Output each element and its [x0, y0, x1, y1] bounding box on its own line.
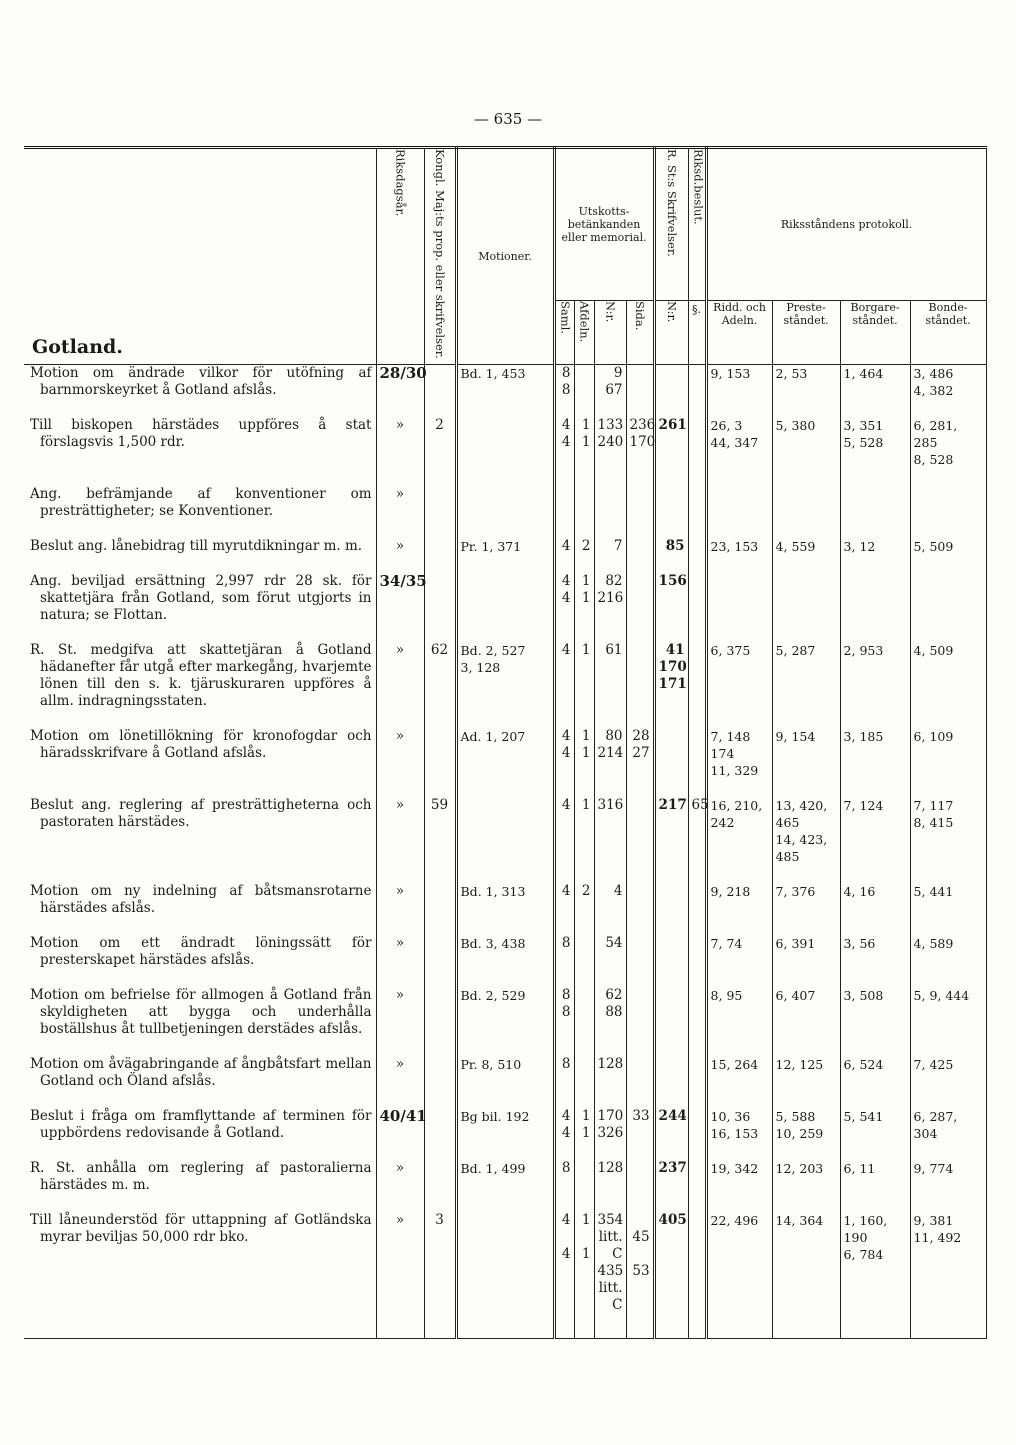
- rsts-nr-cell: 85: [654, 538, 688, 573]
- para-cell: [688, 1108, 706, 1160]
- preste-cell: 5, 380: [772, 417, 840, 486]
- bonde-cell: 3, 486 4, 382: [910, 364, 986, 417]
- preste-cell: 5, 287: [772, 642, 840, 728]
- nr-cell: 9 67: [594, 364, 626, 417]
- sida-cell: 33: [626, 1108, 654, 1160]
- para-cell: [688, 538, 706, 573]
- nr-cell: 354 litt. C 435 litt. C: [594, 1212, 626, 1339]
- bonde-cell: [910, 573, 986, 642]
- ridd-cell: [706, 486, 772, 538]
- table-row: [24, 1056, 986, 1108]
- borgare-cell: 1, 464: [840, 364, 910, 417]
- sida-cell: [626, 987, 654, 1056]
- motion-cell: Ad. 1, 207: [456, 728, 554, 797]
- saml-cell: 8: [554, 1160, 574, 1212]
- preste-cell: 9, 154: [772, 728, 840, 797]
- sub-preste: Preste-ståndet.: [772, 301, 840, 364]
- rsts-nr-cell: [654, 987, 688, 1056]
- para-cell: [688, 987, 706, 1056]
- year-cell: »: [376, 1160, 424, 1212]
- para-cell: [688, 642, 706, 728]
- sida-cell: [626, 364, 654, 417]
- prop-cell: 3: [424, 1212, 456, 1339]
- afdeln-cell: 2: [574, 538, 594, 573]
- bonde-cell: 9, 774: [910, 1160, 986, 1212]
- motion-cell: [456, 486, 554, 538]
- motion-cell: Bd. 1, 313: [456, 883, 554, 935]
- preste-cell: [772, 573, 840, 642]
- para-cell: [688, 1056, 706, 1108]
- register-table: [24, 146, 987, 1339]
- saml-cell: 4: [554, 538, 574, 573]
- prop-cell: [424, 935, 456, 987]
- entry-text: R. St. anhålla om reglering af pastoralierna härstädes m. m.: [24, 1160, 376, 1212]
- entry-text: Motion om lönetillökning för kronofogdar och häradsskrifvare å Gotland afslås.: [24, 728, 376, 797]
- table-row: [24, 364, 986, 417]
- ridd-cell: 8, 95: [706, 987, 772, 1056]
- prop-cell: [424, 1108, 456, 1160]
- rsts-nr-cell: 237: [654, 1160, 688, 1212]
- sida-cell: [626, 1160, 654, 1212]
- year-cell: »: [376, 797, 424, 883]
- sida-cell: [626, 538, 654, 573]
- afdeln-cell: [574, 987, 594, 1056]
- para-cell: [688, 364, 706, 417]
- table-row: [24, 883, 986, 935]
- borgare-cell: 3, 12: [840, 538, 910, 573]
- sub-saml: Saml.: [554, 301, 574, 364]
- para-cell: [688, 883, 706, 935]
- sub-borgare: Borgare-ståndet.: [840, 301, 910, 364]
- rsts-nr-cell: 261: [654, 417, 688, 486]
- motion-cell: Bg bil. 192: [456, 1108, 554, 1160]
- bonde-cell: 6, 281, 285 8, 528: [910, 417, 986, 486]
- borgare-cell: 3, 351 5, 528: [840, 417, 910, 486]
- afdeln-cell: [574, 1056, 594, 1108]
- entry-text: Beslut ang. reglering af presträttigheterna och pastoraten härstädes.: [24, 797, 376, 883]
- sida-cell: [626, 797, 654, 883]
- sida-cell: [626, 486, 654, 538]
- rsts-nr-cell: [654, 364, 688, 417]
- col-riksdagsar: Riksdagsår.: [376, 148, 424, 365]
- preste-cell: 4, 559: [772, 538, 840, 573]
- nr-cell: 170 326: [594, 1108, 626, 1160]
- entry-text: Ang. beviljad ersättning 2,997 rdr 28 sk. för skattetjära från Gotland, som förut utgjorts in natura; se Flottan.: [24, 573, 376, 642]
- preste-cell: [772, 486, 840, 538]
- preste-cell: 7, 376: [772, 883, 840, 935]
- borgare-cell: 6, 524: [840, 1056, 910, 1108]
- col-motioner: Motioner.: [456, 148, 554, 365]
- year-cell: »: [376, 1212, 424, 1339]
- nr-cell: 61: [594, 642, 626, 728]
- nr-cell: 80 214: [594, 728, 626, 797]
- bonde-cell: 6, 109: [910, 728, 986, 797]
- table-row: [24, 935, 986, 987]
- nr-cell: 62 88: [594, 987, 626, 1056]
- nr-cell: 128: [594, 1056, 626, 1108]
- sub-bonde: Bonde-ståndet.: [910, 301, 986, 364]
- preste-cell: 6, 391: [772, 935, 840, 987]
- bonde-cell: 9, 381 11, 492: [910, 1212, 986, 1339]
- year-cell: 34/35: [376, 573, 424, 642]
- rsts-nr-cell: [654, 1056, 688, 1108]
- ridd-cell: 16, 210, 242: [706, 797, 772, 883]
- ridd-cell: 23, 153: [706, 538, 772, 573]
- prop-cell: [424, 364, 456, 417]
- preste-cell: 2, 53: [772, 364, 840, 417]
- saml-cell: [554, 486, 574, 538]
- bonde-cell: [910, 486, 986, 538]
- afdeln-cell: [574, 486, 594, 538]
- year-cell: »: [376, 538, 424, 573]
- sida-cell: [626, 642, 654, 728]
- sida-cell: 28 27: [626, 728, 654, 797]
- saml-cell: 4: [554, 797, 574, 883]
- ridd-cell: 7, 74: [706, 935, 772, 987]
- sida-cell: 45 53: [626, 1212, 654, 1339]
- ridd-cell: 7, 148 174 11, 329: [706, 728, 772, 797]
- prop-cell: 2: [424, 417, 456, 486]
- afdeln-cell: 1: [574, 642, 594, 728]
- table-row: [24, 1160, 986, 1212]
- entry-text: Beslut i fråga om framflyttande af terminen för uppbördens redovisande å Gotland.: [24, 1108, 376, 1160]
- sub-para: §.: [688, 301, 706, 364]
- prop-cell: [424, 486, 456, 538]
- prop-cell: [424, 728, 456, 797]
- motion-cell: [456, 417, 554, 486]
- table-row: [24, 1108, 986, 1160]
- saml-cell: 4 4: [554, 1212, 574, 1339]
- prop-cell: [424, 883, 456, 935]
- prop-cell: [424, 987, 456, 1056]
- entry-text: Motion om åvägabringande af ångbåtsfart mellan Gotland och Öland afslås.: [24, 1056, 376, 1108]
- borgare-cell: 1, 160, 190 6, 784: [840, 1212, 910, 1339]
- table-row: [24, 538, 986, 573]
- entry-text: Motion om ändrade vilkor för utöfning af barnmorskeyrket å Gotland afslås.: [24, 364, 376, 417]
- table-row: [24, 797, 986, 883]
- entry-text: Ang. befrämjande af konventioner om presträttigheter; se Konventioner.: [24, 486, 376, 538]
- saml-cell: 4: [554, 883, 574, 935]
- para-cell: [688, 935, 706, 987]
- prop-cell: [424, 1160, 456, 1212]
- bonde-cell: 7, 117 8, 415: [910, 797, 986, 883]
- ridd-cell: [706, 573, 772, 642]
- motion-cell: Bd. 2, 529: [456, 987, 554, 1056]
- saml-cell: 8 8: [554, 364, 574, 417]
- motion-cell: [456, 1212, 554, 1339]
- table-row: [24, 642, 986, 728]
- para-cell: [688, 417, 706, 486]
- year-cell: »: [376, 642, 424, 728]
- preste-cell: 5, 588 10, 259: [772, 1108, 840, 1160]
- prop-cell: 59: [424, 797, 456, 883]
- saml-cell: 8: [554, 935, 574, 987]
- borgare-cell: [840, 486, 910, 538]
- prop-cell: [424, 573, 456, 642]
- afdeln-cell: 2: [574, 883, 594, 935]
- saml-cell: 4 4: [554, 573, 574, 642]
- rsts-nr-cell: 41 170 171: [654, 642, 688, 728]
- nr-cell: 4: [594, 883, 626, 935]
- borgare-cell: 2, 953: [840, 642, 910, 728]
- nr-cell: 133 240: [594, 417, 626, 486]
- nr-cell: [594, 486, 626, 538]
- afdeln-cell: 1 1: [574, 573, 594, 642]
- sub-nr: N:r.: [594, 301, 626, 364]
- year-cell: 28/30: [376, 364, 424, 417]
- preste-cell: 12, 125: [772, 1056, 840, 1108]
- saml-cell: 4 4: [554, 417, 574, 486]
- borgare-cell: 3, 508: [840, 987, 910, 1056]
- motion-cell: Bd. 1, 453: [456, 364, 554, 417]
- saml-cell: 4: [554, 642, 574, 728]
- sub-afdeln: Afdeln.: [574, 301, 594, 364]
- para-cell: 65: [688, 797, 706, 883]
- year-cell: »: [376, 883, 424, 935]
- table-row: [24, 573, 986, 642]
- prop-cell: [424, 1056, 456, 1108]
- motion-cell: Bd. 3, 438: [456, 935, 554, 987]
- col-kongl-prop: Kongl. Maj:ts prop. eller skrifvelser.: [424, 148, 456, 365]
- region-heading: Gotland.: [24, 148, 376, 365]
- afdeln-cell: 1 1: [574, 1212, 594, 1339]
- bonde-cell: 5, 9, 444: [910, 987, 986, 1056]
- ridd-cell: 9, 218: [706, 883, 772, 935]
- afdeln-cell: [574, 364, 594, 417]
- para-cell: [688, 1160, 706, 1212]
- preste-cell: 13, 420, 465 14, 423, 485: [772, 797, 840, 883]
- prop-cell: [424, 538, 456, 573]
- para-cell: [688, 573, 706, 642]
- para-cell: [688, 728, 706, 797]
- preste-cell: 12, 203: [772, 1160, 840, 1212]
- ridd-cell: 6, 375: [706, 642, 772, 728]
- motion-cell: [456, 573, 554, 642]
- para-cell: [688, 486, 706, 538]
- bonde-cell: 4, 589: [910, 935, 986, 987]
- afdeln-cell: [574, 935, 594, 987]
- saml-cell: 4 4: [554, 1108, 574, 1160]
- afdeln-cell: [574, 1160, 594, 1212]
- year-cell: »: [376, 417, 424, 486]
- sub-sida: Sida.: [626, 301, 654, 364]
- afdeln-cell: 1 1: [574, 417, 594, 486]
- rsts-nr-cell: [654, 883, 688, 935]
- ridd-cell: 19, 342: [706, 1160, 772, 1212]
- borgare-cell: 6, 11: [840, 1160, 910, 1212]
- entry-text: Motion om befrielse för allmogen å Gotland från skyldigheten att bygga och underhålla boställshus åt tullbetjeningen derstädes afslås.: [24, 987, 376, 1056]
- col-rsts: R. St:s Skrifvelser.: [654, 148, 688, 301]
- nr-cell: 128: [594, 1160, 626, 1212]
- entry-text: Beslut ang. lånebidrag till myrutdikningar m. m.: [24, 538, 376, 573]
- rsts-nr-cell: 405: [654, 1212, 688, 1339]
- bonde-cell: 7, 425: [910, 1056, 986, 1108]
- year-cell: 40/41: [376, 1108, 424, 1160]
- motion-cell: Bd. 2, 527 3, 128: [456, 642, 554, 728]
- ridd-cell: 26, 3 44, 347: [706, 417, 772, 486]
- sida-cell: [626, 935, 654, 987]
- rsts-nr-cell: 244: [654, 1108, 688, 1160]
- nr-cell: 54: [594, 935, 626, 987]
- borgare-cell: [840, 573, 910, 642]
- rsts-nr-cell: 156: [654, 573, 688, 642]
- entry-text: R. St. medgifva att skattetjäran å Gotland hädanefter får utgå efter markegång, hvarjemte lönen till den s. k. tjäruskuraren uppföres å allm. indragningsstaten.: [24, 642, 376, 728]
- afdeln-cell: 1: [574, 797, 594, 883]
- table-row: [24, 728, 986, 797]
- ridd-cell: 10, 36 16, 153: [706, 1108, 772, 1160]
- borgare-cell: 4, 16: [840, 883, 910, 935]
- bonde-cell: 6, 287, 304: [910, 1108, 986, 1160]
- entry-text: Till låneunderstöd för uttappning af Gotländska myrar beviljas 50,000 rdr bko.: [24, 1212, 376, 1339]
- col-protokoll: Riksståndens protokoll.: [706, 148, 986, 301]
- entry-text: Motion om ett ändradt löningssätt för presterskapet härstädes afslås.: [24, 935, 376, 987]
- year-cell: »: [376, 987, 424, 1056]
- borgare-cell: 5, 541: [840, 1108, 910, 1160]
- nr-cell: 316: [594, 797, 626, 883]
- sida-cell: [626, 883, 654, 935]
- sida-cell: [626, 1056, 654, 1108]
- ridd-cell: 15, 264: [706, 1056, 772, 1108]
- entry-text: Till biskopen härstädes uppföres å stat förslagsvis 1,500 rdr.: [24, 417, 376, 486]
- nr-cell: 82 216: [594, 573, 626, 642]
- sida-cell: 236 170: [626, 417, 654, 486]
- ridd-cell: 22, 496: [706, 1212, 772, 1339]
- bonde-cell: 5, 509: [910, 538, 986, 573]
- entry-text: Motion om ny indelning af båtsmansrotarne härstädes afslås.: [24, 883, 376, 935]
- table-row: [24, 417, 986, 486]
- rsts-nr-cell: [654, 728, 688, 797]
- borgare-cell: 7, 124: [840, 797, 910, 883]
- borgare-cell: 3, 185: [840, 728, 910, 797]
- motion-cell: Bd. 1, 499: [456, 1160, 554, 1212]
- rsts-nr-cell: 217: [654, 797, 688, 883]
- nr-cell: 7: [594, 538, 626, 573]
- sida-cell: [626, 573, 654, 642]
- bonde-cell: 5, 441: [910, 883, 986, 935]
- page-number: — 635 —: [473, 110, 543, 128]
- saml-cell: 8: [554, 1056, 574, 1108]
- year-cell: »: [376, 1056, 424, 1108]
- year-cell: »: [376, 728, 424, 797]
- table-row: [24, 987, 986, 1056]
- sub-nr2: N:r.: [654, 301, 688, 364]
- preste-cell: 14, 364: [772, 1212, 840, 1339]
- ridd-cell: 9, 153: [706, 364, 772, 417]
- col-riksbeslut: Riksd.beslut.: [688, 148, 706, 301]
- saml-cell: 4 4: [554, 728, 574, 797]
- motion-cell: Pr. 8, 510: [456, 1056, 554, 1108]
- year-cell: »: [376, 935, 424, 987]
- table-row: [24, 1212, 986, 1339]
- motion-cell: Pr. 1, 371: [456, 538, 554, 573]
- year-cell: »: [376, 486, 424, 538]
- saml-cell: 8 8: [554, 987, 574, 1056]
- rsts-nr-cell: [654, 486, 688, 538]
- prop-cell: 62: [424, 642, 456, 728]
- preste-cell: 6, 407: [772, 987, 840, 1056]
- bonde-cell: 4, 509: [910, 642, 986, 728]
- sub-ridd: Ridd. och Adeln.: [706, 301, 772, 364]
- afdeln-cell: 1 1: [574, 728, 594, 797]
- borgare-cell: 3, 56: [840, 935, 910, 987]
- table-row: [24, 486, 986, 538]
- afdeln-cell: 1 1: [574, 1108, 594, 1160]
- para-cell: [688, 1212, 706, 1339]
- motion-cell: [456, 797, 554, 883]
- col-utskotts: Utskotts-betänkanden eller memorial.: [554, 148, 654, 301]
- rsts-nr-cell: [654, 935, 688, 987]
